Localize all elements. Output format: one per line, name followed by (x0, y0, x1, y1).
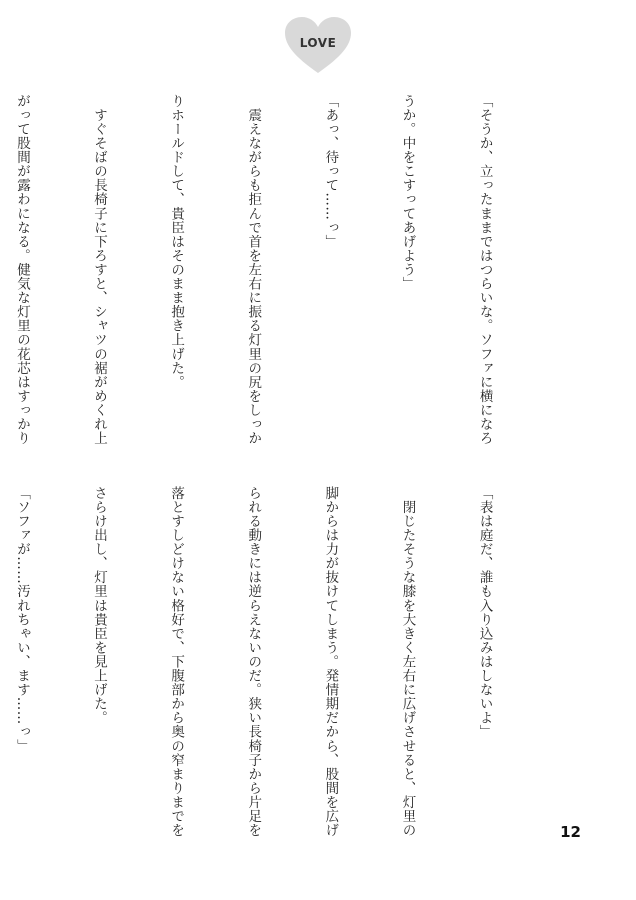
text-line: 震えながらも拒んで首を左右に振る灯里の尻をしっか (245, 94, 262, 446)
love-heart-badge (283, 16, 353, 76)
text-line: 「そうか、立ったままではつらいな。ソファに横になろ (476, 94, 493, 446)
text-block-top (0, 94, 548, 454)
text-line: 閉じたそうな膝を大きく左右に広げさせると、灯里の (399, 486, 416, 838)
text-line: 落とすしどけない格好で、下腹部から奥の窄まりまでを (168, 486, 185, 838)
text-line: りホールドして、貴臣はそのまま抱き上げた。 (168, 94, 185, 390)
text-line: 「ソファが……汚れちゃい、ます……っ」 (13, 486, 30, 753)
text-line: うか。中をこすってあげよう」 (399, 94, 416, 291)
text-line: がって股間が露わになる。健気な灯里の花芯はすっかり (13, 94, 30, 446)
love-label: LOVE (299, 36, 337, 50)
text-line: 「あっ、待って……っ」 (322, 94, 339, 249)
text-line: られる動きには逆らえないのだ。狭い長椅子から片足を (245, 486, 262, 838)
text-line: すぐそばの長椅子に下ろすと、シャツの裾がめくれ上 (91, 94, 108, 446)
text-line: 「表は庭だ、誰も入り込みはしないよ」 (476, 486, 493, 739)
text-line: さらけ出し、灯里は貴臣を見上げた。 (91, 486, 108, 725)
page-number: 12 (560, 823, 581, 841)
text-line: 脚からは力が抜けてしまう。発情期だから、股間を広げ (322, 486, 339, 838)
text-block-bottom (0, 486, 548, 846)
